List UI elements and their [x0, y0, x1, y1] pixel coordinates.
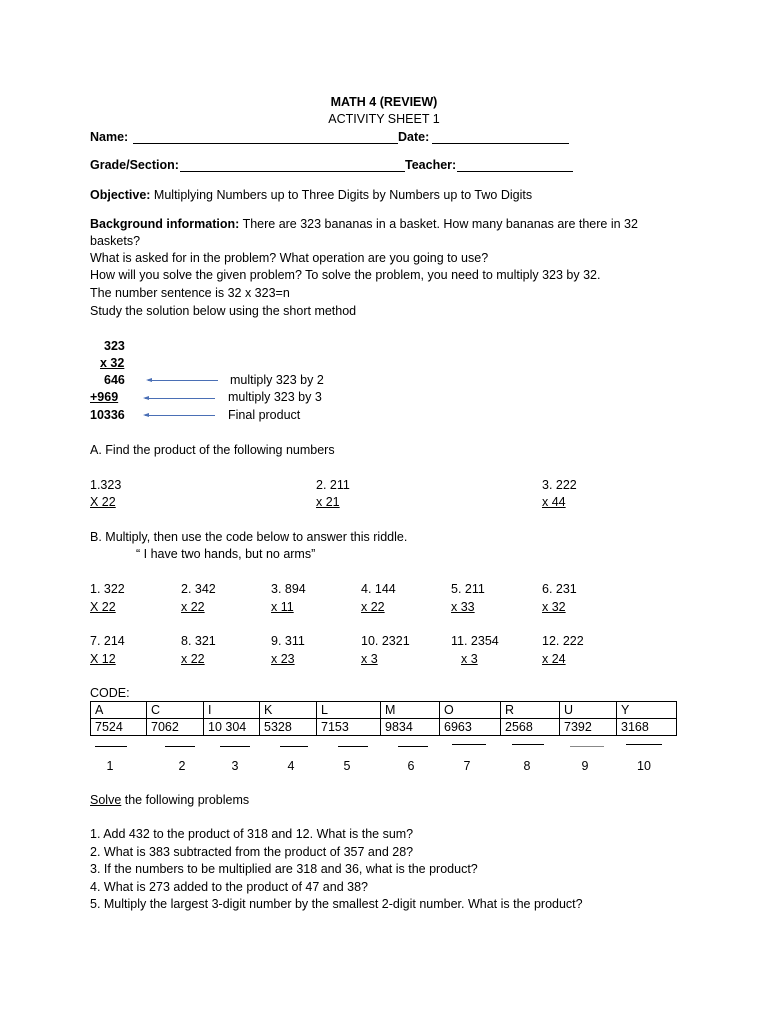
teacher-blank[interactable] [457, 171, 573, 172]
code-table [90, 701, 677, 736]
objective-text: Multiplying Numbers up to Three Digits by Numbers up to Two Digits [153, 188, 533, 202]
problem-3: 3. 894 [271, 582, 306, 596]
answer-blank-9[interactable] [570, 746, 604, 747]
problem-8: 8. 321 [181, 634, 216, 648]
code-letter: A [91, 702, 147, 719]
word-problem-1: 1. Add 432 to the product of 318 and 12. What is the sum? [90, 827, 414, 841]
word-problem-2: 2. What is 383 subtracted from the product of 357 and 28? [90, 845, 414, 859]
code-letter: L [317, 702, 381, 719]
code-letters-row [91, 702, 677, 719]
code-letter: K [260, 702, 317, 719]
code-value: 9834 [381, 719, 440, 736]
code-letter: U [560, 702, 617, 719]
answer-blank-4[interactable] [280, 746, 308, 747]
code-letter: C [147, 702, 204, 719]
code-value: 7153 [317, 719, 381, 736]
date-blank[interactable] [432, 143, 569, 144]
answer-blank-5[interactable] [338, 746, 368, 747]
problem-11-multiplier: x 3 [461, 652, 478, 666]
code-value: 3168 [617, 719, 677, 736]
problem-2: 2. 342 [181, 582, 216, 596]
problem-3-multiplier: x 11 [271, 600, 294, 614]
solution-note-3: Final product [228, 408, 301, 422]
riddle: “ I have two hands, but no arms” [136, 547, 316, 561]
problem-10: 10. 2321 [361, 634, 410, 648]
solution-multiplier: x 32 [100, 356, 125, 370]
code-value: 10 304 [204, 719, 260, 736]
answer-number: 7 [463, 759, 471, 773]
solution-result: 10336 [90, 408, 125, 422]
background-line-1 [90, 216, 638, 232]
problem-5-multiplier: x 33 [451, 600, 475, 614]
section-a-item-3-multiplier: x 44 [542, 495, 566, 509]
answer-number: 8 [523, 759, 531, 773]
problem-4: 4. 144 [361, 582, 396, 596]
code-value: 2568 [501, 719, 560, 736]
answer-number: 1 [106, 759, 114, 773]
problem-12: 12. 222 [542, 634, 584, 648]
background-line-4: How will you solve the given problem? To solve the problem, you need to multiply 323 by 32. [90, 268, 601, 282]
solution-note-1: multiply 323 by 2 [230, 373, 324, 387]
code-value: 7524 [91, 719, 147, 736]
name-label: Name: [90, 130, 129, 144]
section-a-item-1: 1.323 [90, 478, 122, 492]
problem-8-multiplier: x 22 [181, 652, 205, 666]
background-line-3: What is asked for in the problem? What operation are you going to use? [90, 251, 489, 265]
page-subtitle: ACTIVITY SHEET 1 [328, 112, 440, 126]
page-title: MATH 4 (REVIEW) [330, 95, 438, 109]
problem-11: 11. 2354 [451, 634, 499, 648]
section-a-item-3: 3. 222 [542, 478, 577, 492]
arrow-icon [148, 380, 218, 381]
answer-number: 5 [343, 759, 351, 773]
word-problem-4: 4. What is 273 added to the product of 47 and 38? [90, 880, 368, 894]
code-value: 6963 [440, 719, 501, 736]
problems-heading [90, 792, 249, 808]
problem-12-multiplier: x 24 [542, 652, 566, 666]
problem-1-multiplier: X 22 [90, 600, 116, 614]
code-value: 7392 [560, 719, 617, 736]
problem-6-multiplier: x 32 [542, 600, 566, 614]
arrow-icon [145, 398, 215, 399]
objective-label: Objective: [90, 188, 151, 202]
answer-blank-6[interactable] [398, 746, 428, 747]
answer-number: 9 [581, 759, 589, 773]
background-line-6: Study the solution below using the short method [90, 304, 357, 318]
problem-7-multiplier: X 12 [90, 652, 116, 666]
answer-blank-1[interactable] [95, 746, 127, 747]
problem-2-multiplier: x 22 [181, 600, 205, 614]
problem-1: 1. 322 [90, 582, 125, 596]
answer-number: 4 [287, 759, 295, 773]
name-blank[interactable] [133, 143, 398, 144]
section-a-heading: A. Find the product of the following numbers [90, 443, 335, 457]
arrow-icon [145, 415, 215, 416]
problem-4-multiplier: x 22 [361, 600, 385, 614]
answer-blank-8[interactable] [512, 744, 544, 745]
problems-heading-solve: Solve [90, 793, 122, 807]
background-line-5: The number sentence is 32 x 323=n [90, 286, 290, 300]
answer-number: 10 [637, 759, 651, 773]
problem-5: 5. 211 [451, 582, 485, 596]
code-label: CODE: [90, 686, 130, 700]
problem-6: 6. 231 [542, 582, 577, 596]
word-problem-3: 3. If the numbers to be multiplied are 318 and 36, what is the product? [90, 862, 478, 876]
answer-number: 3 [231, 759, 239, 773]
grade-section-blank[interactable] [180, 171, 405, 172]
problem-7: 7. 214 [90, 634, 125, 648]
problems-heading-rest: the following problems [121, 793, 250, 807]
grade-section-label: Grade/Section: [90, 158, 179, 172]
solution-note-2: multiply 323 by 3 [228, 390, 322, 404]
problem-10-multiplier: x 3 [361, 652, 378, 666]
solution-partial-1: 646 [104, 373, 125, 387]
date-label: Date: [398, 130, 430, 144]
solution-partial-2: +969 [90, 390, 119, 404]
background-label: Background information: [90, 217, 240, 231]
problem-9-multiplier: x 23 [271, 652, 295, 666]
answer-blank-2[interactable] [165, 746, 195, 747]
word-problem-5: 5. Multiply the largest 3-digit number by the smallest 2-digit number. What is the product? [90, 897, 583, 911]
objective [90, 187, 532, 203]
section-a-item-2: 2. 211 [316, 478, 350, 492]
answer-number: 6 [407, 759, 415, 773]
answer-blank-7[interactable] [452, 744, 486, 745]
section-a-item-1-multiplier: X 22 [90, 495, 116, 509]
code-letter: O [440, 702, 501, 719]
section-b-heading: B. Multiply, then use the code below to answer this riddle. [90, 530, 408, 544]
code-value: 7062 [147, 719, 204, 736]
code-letter: R [501, 702, 560, 719]
code-values-row [91, 719, 677, 736]
background-text-1: There are 323 bananas in a basket. How many bananas are there in 32 [242, 217, 638, 231]
teacher-label: Teacher: [405, 158, 457, 172]
code-letter: Y [617, 702, 677, 719]
code-letter: I [204, 702, 260, 719]
background-line-2: baskets? [90, 234, 141, 248]
solution-multiplicand: 323 [104, 339, 125, 353]
problem-9: 9. 311 [271, 634, 305, 648]
answer-blank-10[interactable] [626, 744, 662, 745]
answer-blank-3[interactable] [220, 746, 250, 747]
code-letter: M [381, 702, 440, 719]
answer-number: 2 [178, 759, 186, 773]
code-value: 5328 [260, 719, 317, 736]
section-a-item-2-multiplier: x 21 [316, 495, 340, 509]
